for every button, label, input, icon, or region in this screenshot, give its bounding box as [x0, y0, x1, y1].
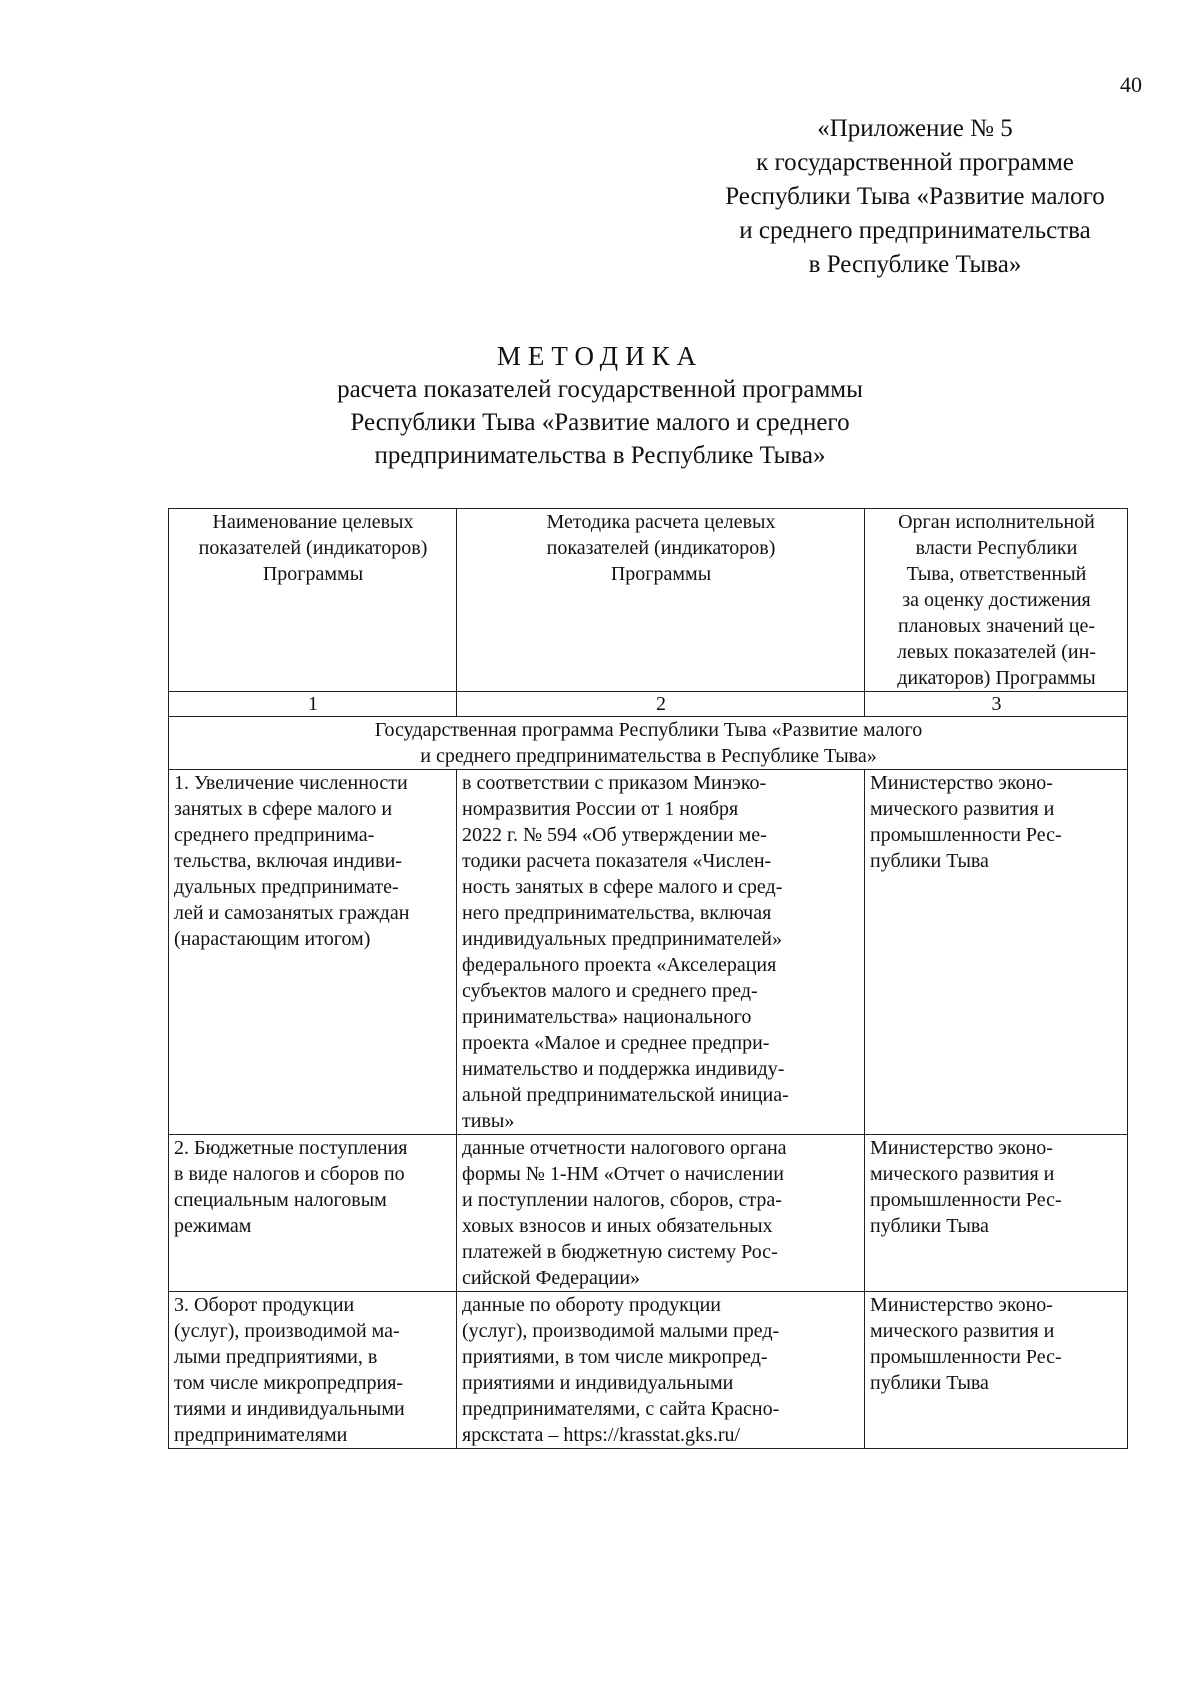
cell-text-line: дуальных предпринимате-	[174, 876, 399, 898]
cell-text-line: принимательства» национального	[462, 1006, 752, 1028]
cell-text-line: промышленности Рес-	[870, 1346, 1062, 1368]
cell-text-line: ховых взносов и иных обязательных	[462, 1215, 773, 1237]
cell-text-line: режимам	[174, 1215, 252, 1237]
cell-text-line: мического развития и	[870, 798, 1055, 820]
cell-text-line: занятых в сфере малого и	[174, 798, 393, 820]
cell-text-line: 3. Оборот продукции	[174, 1294, 355, 1316]
cell-text-line: данные отчетности налогового органа	[462, 1137, 787, 1159]
cell-text-line: мического развития и	[870, 1163, 1055, 1185]
cell-text-line: Государственная программа Республики Тыва «Развитие малого	[374, 719, 923, 741]
cell-text-line: тельства, включая индиви-	[174, 850, 402, 872]
cell-text-line: публики Тыва	[870, 850, 989, 872]
cell-text-line: (услуг), производимой малыми пред-	[462, 1320, 780, 1342]
cell-text-line: и поступлении налогов, сборов, стра-	[462, 1189, 782, 1211]
cell-text-line: предпринимателями	[174, 1424, 348, 1446]
appendix-line: Республики Тыва «Развитие малого	[725, 183, 1105, 210]
cell-text-line: и среднего предпринимательства в Республике Тыва»	[420, 745, 877, 767]
cell-text-line: ность занятых в сфере малого и сред-	[462, 876, 783, 898]
cell-text-line: в виде налогов и сборов по	[174, 1163, 405, 1185]
cell-text-line: Методика расчета целевых	[546, 511, 776, 533]
cell-text-line: тиями и индивидуальными	[174, 1398, 405, 1420]
cell-text-line: предпринимателями, с сайта Красно-	[462, 1398, 780, 1420]
cell-text-line: дикаторов) Программы	[897, 667, 1096, 689]
cell-text-line: 2. Бюджетные поступления	[174, 1137, 408, 1159]
cell-text-line: левых показателей (ин-	[897, 641, 1096, 663]
cell-text-line: Наименование целевых	[212, 511, 414, 533]
cell-text-line: федерального проекта «Акселерация	[462, 954, 777, 976]
authority-cell	[865, 770, 1128, 1135]
cell-text-line: индивидуальных предпринимателей»	[462, 928, 782, 950]
cell-text-line: в соответствии с приказом Минэко-	[462, 772, 767, 794]
cell-text-line: платежей в бюджетную систему Рос-	[462, 1241, 778, 1263]
title-subtitle-line: Республики Тыва «Развитие малого и среднего	[350, 409, 850, 436]
table-row	[169, 1292, 1128, 1449]
table-row	[169, 1135, 1128, 1292]
cell-text-line: мического развития и	[870, 1320, 1055, 1342]
program-title-cell	[169, 717, 1128, 770]
cell-text-line: лей и самозанятых граждан	[174, 902, 410, 924]
table-header-row	[169, 509, 1128, 692]
appendix-heading	[680, 112, 1150, 282]
cell-text-line: Министерство эконо-	[870, 772, 1053, 794]
cell-text-line: субъектов малого и среднего пред-	[462, 980, 758, 1002]
appendix-line: «Приложение № 5	[817, 115, 1013, 142]
title-subtitle-line: предпринимательства в Республике Тыва»	[374, 442, 826, 469]
cell-text-line: 2022 г. № 594 «Об утверждении ме-	[462, 824, 767, 846]
page-number: 40	[1120, 72, 1142, 97]
appendix-line: и среднего предпринимательства	[739, 217, 1091, 244]
method-cell	[457, 1292, 865, 1449]
cell-text-line: том числе микропредприя-	[174, 1372, 404, 1394]
cell-text-line: промышленности Рес-	[870, 824, 1062, 846]
column-number: 2	[457, 692, 865, 717]
cell-text-line: ярскстата – https://krasstat.gks.ru/	[462, 1424, 741, 1446]
cell-text-line: данные по обороту продукции	[462, 1294, 721, 1316]
methodology-table	[168, 508, 1128, 1449]
cell-text-line: приятиями и индивидуальными	[462, 1372, 734, 1394]
cell-text-line: показателей (индикаторов)	[546, 537, 776, 559]
header-cell-indicator	[169, 509, 457, 692]
document-title	[250, 340, 950, 472]
cell-text-line: Программы	[610, 563, 712, 585]
cell-text-line: альной предпринимательской инициа-	[462, 1084, 789, 1106]
column-number: 3	[865, 692, 1128, 717]
column-number-row	[169, 692, 1128, 717]
program-row	[169, 717, 1128, 770]
cell-text-line: нимательство и поддержка индивиду-	[462, 1058, 785, 1080]
indicator-cell	[169, 1135, 457, 1292]
cell-text-line: Министерство эконо-	[870, 1294, 1053, 1316]
cell-text-line: специальным налоговым	[174, 1189, 387, 1211]
cell-text-line: лыми предприятиями, в	[174, 1346, 378, 1368]
table-row	[169, 770, 1128, 1135]
cell-text-line: Программы	[262, 563, 364, 585]
cell-text-line: сийской Федерации»	[462, 1267, 641, 1289]
cell-text-line: Орган исполнительной	[898, 511, 1095, 533]
cell-text-line: 1. Увеличение численности	[174, 772, 408, 794]
cell-text-line: тивы»	[462, 1110, 515, 1132]
title-main: МЕТОДИКА	[496, 341, 704, 371]
title-subtitle-line: расчета показателей государственной программы	[337, 376, 863, 403]
cell-text-line: Министерство эконо-	[870, 1137, 1053, 1159]
column-number: 1	[169, 692, 457, 717]
authority-cell	[865, 1292, 1128, 1449]
cell-text-line: плановых значений це-	[897, 615, 1096, 637]
cell-text-line: формы № 1-НМ «Отчет о начислении	[462, 1163, 784, 1185]
cell-text-line: тодики расчета показателя «Числен-	[462, 850, 772, 872]
header-cell-method	[457, 509, 865, 692]
authority-cell	[865, 1135, 1128, 1292]
method-cell	[457, 770, 865, 1135]
cell-text-line: Тыва, ответственный	[906, 563, 1087, 585]
cell-text-line: показателей (индикаторов)	[198, 537, 428, 559]
indicator-cell	[169, 1292, 457, 1449]
appendix-line: в Республике Тыва»	[808, 251, 1022, 278]
method-cell	[457, 1135, 865, 1292]
cell-text-line: номразвития России от 1 ноября	[462, 798, 739, 820]
cell-text-line: власти Республики	[915, 537, 1078, 559]
cell-text-line: публики Тыва	[870, 1215, 989, 1237]
cell-text-line: приятиями, в том числе микропред-	[462, 1346, 768, 1368]
cell-text-line: за оценку достижения	[902, 589, 1091, 611]
cell-text-line: проекта «Малое и среднее предпри-	[462, 1032, 770, 1054]
cell-text-line: него предпринимательства, включая	[462, 902, 772, 924]
cell-text-line: промышленности Рес-	[870, 1189, 1062, 1211]
cell-text-line: (услуг), производимой ма-	[174, 1320, 400, 1342]
cell-text-line: среднего предпринима-	[174, 824, 375, 846]
header-cell-authority	[865, 509, 1128, 692]
indicator-cell	[169, 770, 457, 1135]
cell-text-line: публики Тыва	[870, 1372, 989, 1394]
appendix-line: к государственной программе	[756, 149, 1074, 176]
cell-text-line: (нарастающим итогом)	[174, 928, 371, 950]
